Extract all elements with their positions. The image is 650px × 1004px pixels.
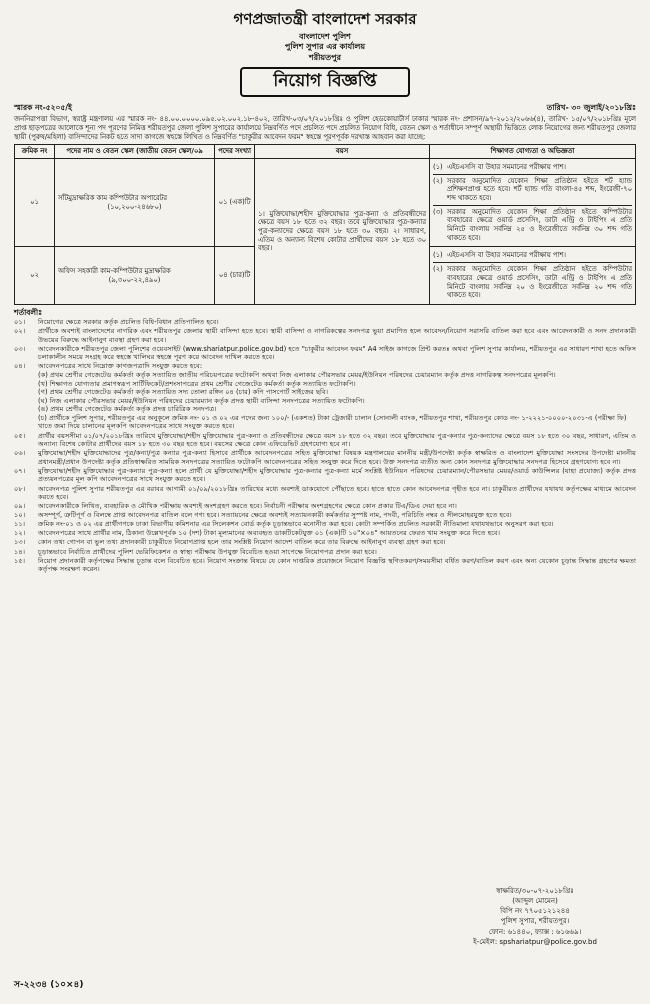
condition-item: ০১। নিয়োগের ক্ষেত্রে সরকার কর্তৃক প্রচলিত বিধি-বিধান প্রতিপালিত হবে।: [14, 318, 219, 327]
header-age: বয়স: [255, 145, 430, 159]
district-heading: শরীয়তপুর: [309, 52, 341, 62]
memo-row: [14, 103, 636, 113]
age-cell: ১। মুক্তিযোদ্ধা/শহীদ মুক্তিযোদ্ধার পুত্র-কন্যা ও প্রতিবন্ধীদের ক্ষেত্রে বয়স ১৮ হতে ৩২ বছর। তবে মুক্তিযোদ্ধার পুত্র-কন্যার পুত্র-কন্যাদের ক্ষেত্রে বয়স ১৮ হতে ৩০ বছর। ২। সাধারণ, এতিম ও অন্যান্য বিশেষ কোটার প্রার্থীদের বয়স ১৮ হতে ৩০ বছর।: [255, 158, 430, 304]
table-row: [15, 158, 636, 247]
condition-item: ১৪। চূড়ান্তভাবে নির্বাচিত প্রার্থীদের পুলিশ ভেরিফিকেশন ও স্বাস্থ্য পরীক্ষায় উপযুক্ত বিবেচিত হওয়া সাপেক্ষে নিয়োগপত্র প্রদান করা হবে।: [14, 547, 377, 556]
qualification-item: (২) সরকার অনুমোদিত যেকোন শিক্ষা প্রতিষ্ঠান হইতে শর্ট হ্যান্ড প্রশিক্ষণপ্রাপ্ত হতে হবে। শর্ট হ্যান্ড গতি বাংলা-৪৫ শব্দ, ইংরেজী-৭০ শব্দ থাকতে হবে।: [433, 175, 632, 206]
dept-heading: বাংলাদেশ পুলিশ: [299, 32, 351, 42]
signer-phone: ফোন: ৬১৪৪০, ফ্যাক্স : ৬১৬৬৯।: [488, 927, 582, 936]
signer-bp: বিপি নং ৭৭০৫১২১২৪৪: [500, 907, 570, 916]
sub-item: (খ) শিক্ষাগত যোগ্যতার প্রমাণস্বরূপ সার্টিফিকেট/প্রশংসাপত্রের প্রথম শ্রেণীর গেজেটেড কর্মকর্তা কর্তৃক সত্যায়িত ফটোকপি।: [38, 379, 356, 388]
table-header-row: [15, 145, 636, 159]
row-qualification: [430, 158, 636, 247]
row-post: [55, 158, 215, 247]
signer-email: ই-মেইল: spshariatpur@police.gov.bd: [473, 937, 597, 946]
intro-paragraph: জননিরাপত্তা বিভাগ, স্বরাষ্ট্র মন্ত্রণালয় এর স্মারক নং- ৪৪.০০.০০০০.০৯৫.০২.০০২.১৮-৪০২, তারিখ-০৩/০৭/২০১৮খ্রিঃ ও পুলিশ হেডকোয়ার্টার্স ঢাকার স্মারক নং- প্রশাসন/৯৭-২০১২/২০৬৬(৪), তারিখ- ১৫/০৭/২০১৮খ্রিঃ মূলে প্রাপ্ত ছাড়পত্রের আলোকে শূন্য পদ পূরণের নিমিত্ত শরীয়তপুর জেলা পুলিশ সুপারের কার্যালয়ে নিম্নবর্ণিত পদে প্রচলিত পদে প্রচলিত নিয়োগ বিধি, বেতন স্কেল ও শর্তাধীনে সম্পূর্ণ অস্থায়ী ভিত্তিতে লোক নিয়োগের জন্য শরীয়তপুর জেলার স্থায়ী (পুরুষ/মহিলা) বাসিন্দাদের নিকট হতে সাদা কাগজে স্বহস্তে লিখিত ও নিম্নবর্ণিত "চাকুরীর আবেদন ফরম" স্বহস্তে পূরণপূর্বক দরখাস্ত আহবান করা যাচ্ছে:: [14, 115, 636, 141]
qualification-item: (৩) সরকার অনুমোদিত যেকোন শিক্ষা প্রতিষ্ঠান হইতে কম্পিউটার ব্যবহারের ক্ষেত্রে ওয়ার্ড প্রসেসিং, ডাটা এন্ট্রি ও টাইপিং এ প্রতি মিনিটে বাংলায় সর্বনিম্ন ২৫ ও ইংরেজীতে সর্বনিম্ন ৩০ শব্দ গতি থাকতে হবে।: [433, 207, 632, 242]
post-scale: (৯,৩০০-২২,৪৯০): [108, 275, 161, 284]
row-sl: ০২: [15, 247, 55, 304]
condition-item: ০৫। প্রার্থীর বয়সসীমা ০১/০৭/২০১৮খ্রিঃ তারিখে মুক্তিযোদ্ধা/শহীদ মুক্তিযোদ্ধার পুত্র-কন্যা ও প্রতিবন্ধীদের ক্ষেত্রে বয়স ১৮ হতে ৩২ বছর। তবে মুক্তিযোদ্ধার পুত্র-কন্যার পুত্র-কন্যাদের ক্ষেত্রে বয়স ১৮ হতে ৩০ বছর, সাধারণ, এতিম ও অন্যান্য বিশেষ কোটার প্রার্থীদের বয়স ১৮ হতে ৩০ বছর হতে হবে। বয়সের ক্ষেত্রে কোন এফিডেভিট গ্রহণযোগ্য হবে না।: [14, 431, 636, 449]
condition-item: ১২। আবেদনপত্রের সাথে প্রার্থীর নাম, ঠিকানা উল্লেখপূর্বক ১০ (দশ) টাকা মূল্যমানের অব্যবহৃত ডাকটিকেটযুক্ত ০১ (এক)টি ১০"×০৪" আয়তনের ফেরত খাম সংযুক্ত করে দিতে হবে।: [14, 529, 501, 538]
post-scale: (১০,২০০-২৪৬৮০): [107, 202, 162, 211]
signer-name: (আব্দুল মোমেন): [512, 897, 558, 906]
condition-item: ০৬। মুক্তিযোদ্ধা/শহীদ মুক্তিযোদ্ধাদের পুত্র/কন্যা/পুত্র কন্যার পুত্র-কন্যা হিসাবে প্রার্থীকে আবেদনপত্রের সহিত মুক্তিযোদ্ধা বিষয়ক মন্ত্রণালয়ের মাননীয় মন্ত্রী/উপদেষ্টা কর্তৃক স্বাক্ষরিত ও বাংলাদেশ মুক্তিযোদ্ধা সংসদের উপদেষ্টা মাননীয় প্রধানমন্ত্রী/প্রধান উপদেষ্টা কর্তৃক প্রতিস্বাক্ষরিত সাময়িক সনদপত্রের সত্যায়িত ফটোকপি আবেদনপত্রের সহিত সংযুক্ত করে দিতে হবে। উক্ত সনদপত্র ব্যতীত অন্য কোন সনদপত্র মুক্তিযোদ্ধার সনদপত্র হিসেবে গ্রহণযোগ্য হবে না।: [14, 449, 636, 466]
sub-item: (গ) প্রথম শ্রেণীর গেজেটেড কর্মকর্তা কর্তৃক সত্যায়িত সদ্য তোলা রঙ্গিন ০৪ (চার) কপি পাসপোর্ট সাইজের ছবি।: [38, 388, 329, 397]
row-sl: ০১: [15, 158, 55, 247]
office-heading: পুলিশ সুপার এর কার্যালয়: [284, 42, 366, 52]
row-count: ০১ (এক)টি: [215, 158, 255, 247]
condition-item: ১১। ক্রমিক নং-০১ ও ০২ এর প্রার্থীগণকে ঢাকা বিভাগীয় কমিশনার এর সিলেকশন বোর্ড কর্তৃক চূড়ান্তভাবে মনোনীত করা হবে। কোটা সম্পর্কিত প্রচলিত সরকারী নীতিমালা যথাযথভাবে অনুসরণ করা হবে।: [14, 520, 554, 529]
header-qualification: শিক্ষাগত যোগ্যতা ও অভিজ্ঞতা: [430, 145, 636, 159]
signed-date: স্বাক্ষরিত/৩০-০৭-২০১৮খ্রিঃ: [496, 887, 574, 895]
publication-code: স-২২৩৪ (১০×৪): [14, 980, 84, 990]
sub-item: (ক) প্রথম শ্রেণীর গেজেটেড কর্মকর্তা কর্তৃক সত্যায়িত জাতীয় পরিচয়পত্রের ফটোকপি অথবা নিজ এলাকার পৌরসভার মেয়র/ইউনিয়ন পরিষদের চেয়ারম্যান কর্তৃক প্রদত্ত নাগরিকত্ব সনদপত্রের মূলকপি।: [38, 370, 556, 379]
memo-number: স্মারক নং-৫২০৫/ই: [14, 102, 72, 112]
memo-date: তারিখ- ৩০ জুলাই/২০১৮খ্রিঃ: [546, 102, 636, 112]
sub-item: (চ) প্রার্থীকে পুলিশ সুপার, শরীয়তপুর এর অনুকূলে ক্রমিক নং- ০১ ও ০২ এর পদের জন্য ১০০/- (একশত) টাকা ট্রেজারী চালান (সোনালী ব্যাংক, শরীয়তপুর শাখা, শরীয়তপুর কোড নং- ১-২২২১-০০০০-২০৩১-এ (পরীক্ষা ফি) খাতে জমা দিয়ে চালানের মূলকপি আবেদনপত্রের সাথে সংযুক্ত করতে হবে।: [38, 413, 627, 431]
condition-item: ০৪। আবেদনপত্রের সাথে নিম্নোক্ত কাগজপত্রাদি সংযুক্ত করতে হবে:: [14, 362, 203, 371]
condition-item: ১৩। কোন তথ্য গোপন বা ভুল তথ্য প্রদানকারী চাকুরীতে নিয়োগপ্রাপ্ত হলে তার সংশ্লিষ্ট নিয়োগ আদেশ বাতিল করে তার বিরুদ্ধে আইনানুগ ব্যবস্থা গ্রহণ করা হবে।: [14, 538, 446, 547]
condition-item: ০৯। আবেদনকারীকে লিখিত, ব্যবহারিক ও মৌখিক পরীক্ষায় অবশ্যই অংশগ্রহণ করতে হবে। নির্বাচনী পরীক্ষায় অংশগ্রহণের ক্ষেত্রে কোন প্রকার টিএ/ডিএ দেয়া হবে না।: [14, 502, 457, 511]
row-qualification: [430, 247, 636, 304]
signature-block: [440, 886, 630, 947]
gov-heading: গণপ্রজাতন্ত্রী বাংলাদেশ সরকার: [233, 10, 417, 28]
row-count: ০৪ (চার)টি: [215, 247, 255, 304]
row-post: [55, 247, 215, 304]
jobs-table: [14, 144, 636, 305]
condition-item: ০৩। আবেদনকারীকে শরীয়তপুর জেলা পুলিশের ওয়েবসাইট (www.shariatpur.police.gov.bd) হতে "চাকুরীর আবেদন ফরম" A4 সাইজ কাগজে প্রিন্ট করতঃ অথবা পুলিশ সুপার কার্যালয়, শরীয়তপুর এর সাধারণ শাখা হতে অফিস চলাকালীন সময়ে সংগ্রহ করে স্বহস্তে খালিঘর স্বহস্তে পূরণ করে আবেদন দাখিল করতে হবে।: [14, 344, 636, 362]
condition-item: ১০। অসম্পূর্ণ, ত্রুটিপূর্ণ ও বিলম্বে প্রাপ্ত আবেদনপত্র বাতিল বলে গণ্য হবে। সত্যায়নের ক্ষেত্রে অবশ্যই সত্যায়নকারী কর্মকর্তার সুস্পষ্ট নাম, পদবী, পরিচিতি নম্বর ও সীলমোহরযুক্ত হতে হবে।: [14, 511, 512, 520]
sub-item: (ঙ) প্রথম শ্রেণীর গেজেটেড কর্মকর্তা কর্তৃক প্রদত্ত চারিত্রিক সনদপত্র।: [38, 405, 217, 414]
qualification-item: (১) এইচএসসি বা উহার সমমানের পরীক্ষায় পাশ।: [433, 161, 632, 175]
notice-title: নিয়োগ বিজ্ঞপ্তি: [240, 67, 410, 97]
header-count: পদের সংখ্যা: [215, 145, 255, 159]
qualification-item: (১) এইচএসসি বা উহার সমমানের পরীক্ষায় পাশ।: [433, 249, 632, 263]
qualification-item: (২) সরকার অনুমোদিত যেকোন শিক্ষা প্রতিষ্ঠান হইতে কম্পিউটার ব্যবহারের ক্ষেত্রে ওয়ার্ড প্রসেসিং, ডাটা এন্ট্রি ও টাইপিং এ প্রতি মিনিটে বাংলায় সর্বনিম্ন ২০ ও ইংরেজীতে সর্বনিম্ন ২০ শব্দ গতি থাকতে হবে।: [433, 265, 632, 300]
sub-item: (ঘ) নিজ এলাকার পৌরসভার মেয়র/ইউনিয়ন পরিষদের চেয়ারম্যান কর্তৃক প্রদত্ত স্থায়ী বাসিন্দা সনদপত্রের সত্যায়িত ফটোকপি।: [38, 396, 365, 405]
condition-item: ০৮। আবেদনপত্র পুলিশ সুপার শরীয়তপুর এর বরাবর আগামী ০১/০৯/২০১৮খ্রিঃ তারিখের মধ্যে অবশ্যই ডাকযোগে পৌঁছাতে হবে। হাতে হাতে কোন আবেদনপত্র গৃহীত হবে না। চাকুরীরত প্রার্থীদের যথাযথ কর্তৃপক্ষের মাধ্যমে আবেদন করতে হবে।: [14, 484, 636, 502]
condition-item: ০৭। মুক্তিযোদ্ধা/শহীদ মুক্তিযোদ্ধার পুত্র-কন্যার পুত্র-কন্যা হলে প্রার্থী যে মুক্তিযোদ্ধা/শহীদ মুক্তিযোদ্ধার পুত্র-কন্যার পুত্র-কন্যা মর্মে সংশ্লিষ্ট ইউনিয়ন পরিষদের চেয়ারম্যান/পৌরসভার মেয়র/ওয়ার্ড কাউন্সিলর (যাহা প্রযোজ্য) কর্তৃক প্রদত্ত প্রত্যয়নপত্রের মূল কপি আবেদনপত্রের সাথে সংযুক্ত করতে হবে।: [14, 466, 636, 484]
post-name: সাঁটমুদ্রাক্ষরিক কাম কম্পিউটার অপারেটর: [58, 194, 168, 203]
conditions-list: [14, 318, 636, 574]
post-name: অফিস সহকারী কাম-কম্পিউটার মুদ্রাক্ষরিক: [58, 267, 171, 276]
condition-item: ০২। প্রার্থীকে অবশ্যই বাংলাদেশের নাগরিক এবং শরীয়তপুর জেলার স্থায়ী বাসিন্দা হতে হবে। স্থায়ী বাসিন্দা ও নাগরিকত্বের সনদপত্র ভুয়া প্রমাণিত হলে আবেদন/নিয়োগ সরাসরি বাতিল করা হবে এবং আবেদনকারী ও সনদ প্রদানকারী উভয়ের বিরুদ্ধে আইনানুগ ব্যবস্থা গ্রহণ করা হবে।: [14, 327, 636, 344]
header-sl: ক্রমিক নং: [15, 145, 55, 159]
header-post: পদের নাম ও বেতন স্কেল (জাতীয় বেতন স্কেল/০৯: [55, 145, 215, 159]
condition-item: ১৫। নিয়োগ প্রদানকারী কর্তৃপক্ষের সিদ্ধান্ত চূড়ান্ত বলে বিবেচিত হবে। নিয়োগ সংক্রান্ত বিষয়ে যে কোন দাপ্তরিক প্রয়োজনে নিয়োগ বিজ্ঞপ্তি স্থগিতকরণ/সময়সীমা বর্ধিত করণ/বাতিল করণ এবং অন্য যেকোন চূড়ান্ত সিদ্ধান্ত গ্রহণের ক্ষমতা কর্তৃপক্ষ সংরক্ষণ করেন।: [14, 556, 636, 574]
conditions-title: শর্তাবলীঃ: [14, 307, 43, 317]
signer-designation: পুলিশ সুপার, শরীয়তপুর।: [500, 917, 570, 926]
